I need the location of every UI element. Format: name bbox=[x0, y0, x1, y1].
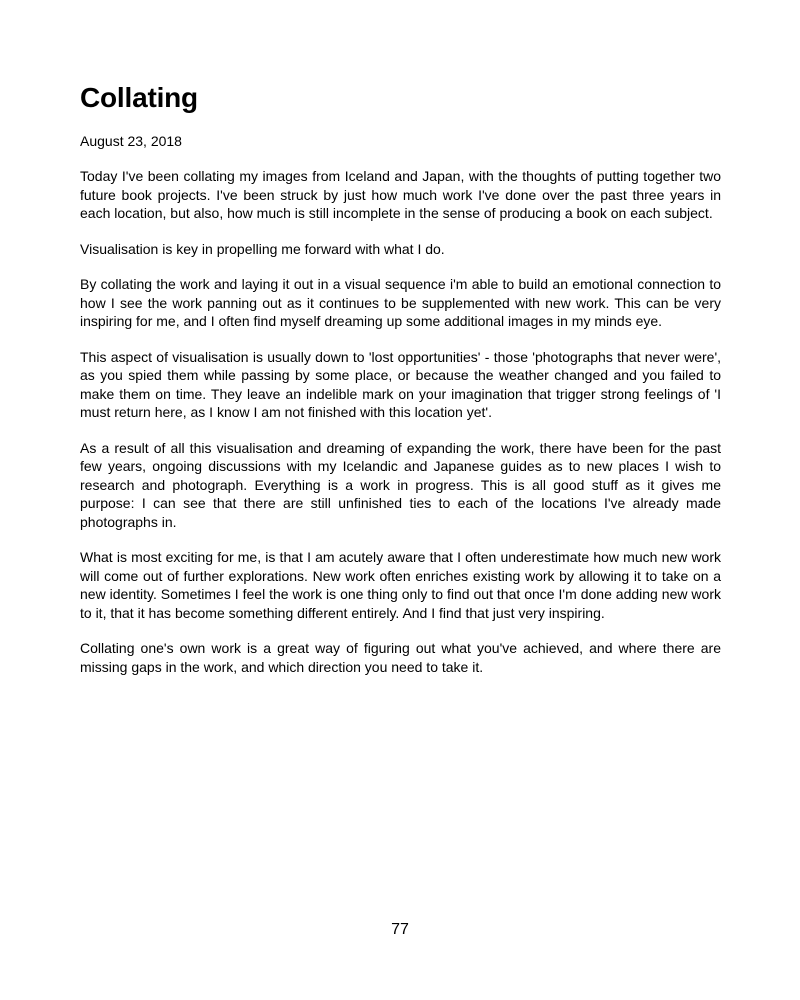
paragraph: Today I've been collating my images from Iceland and Japan, with the thoughts of putting together two future book projects. I've been struck by just how much work I've done over the past three years in each location, but also, how much is still incomplete in the sense of producing a book on each subject. bbox=[80, 168, 721, 221]
paragraph: Collating one's own work is a great way of figuring out what you've achieved, and where there are missing gaps in the work, and which direction you need to take it. bbox=[80, 640, 721, 675]
article-body bbox=[80, 167, 721, 676]
paragraph: Visualisation is key in propelling me forward with what I do. bbox=[80, 240, 445, 257]
paragraph: As a result of all this visualisation and dreaming of expanding the work, there have been for the past few years, ongoing discussions with my Icelandic and Japanese guides as to new places I wish to research and photograph. Everything is a work in progress. This is all good stuff as it gives me purpose: I can see that there are still unfinished ties to each of the locations I've already made photographs in. bbox=[80, 439, 721, 530]
page-number: 77 bbox=[391, 921, 409, 938]
article-title: Collating bbox=[80, 82, 198, 113]
paragraph: This aspect of visualisation is usually down to 'lost opportunities' - those 'photographs that never were', as you spied them while passing by some place, or because the weather changed and you failed to make them on time. They leave an indelible mark on your imagination that trigger strong feelings of 'I must return here, as I know I am not finished with this location yet'. bbox=[80, 348, 721, 420]
article-date: August 23, 2018 bbox=[80, 133, 182, 149]
paragraph: By collating the work and laying it out in a visual sequence i'm able to build an emotional connection to how I see the work panning out as it continues to be supplemented with new work. This can be very inspiring for me, and I often find myself dreaming up some additional images in my minds eye. bbox=[80, 276, 721, 329]
paragraph: What is most exciting for me, is that I am acutely aware that I often underestimate how much new work will come out of further explorations. New work often enriches existing work by allowing it to take on a new identity. Sometimes I feel the work is one thing only to find out that once I'm done adding new work to it, that it has become something different entirely. And I find that just very inspiring. bbox=[80, 549, 721, 621]
article bbox=[80, 78, 721, 676]
